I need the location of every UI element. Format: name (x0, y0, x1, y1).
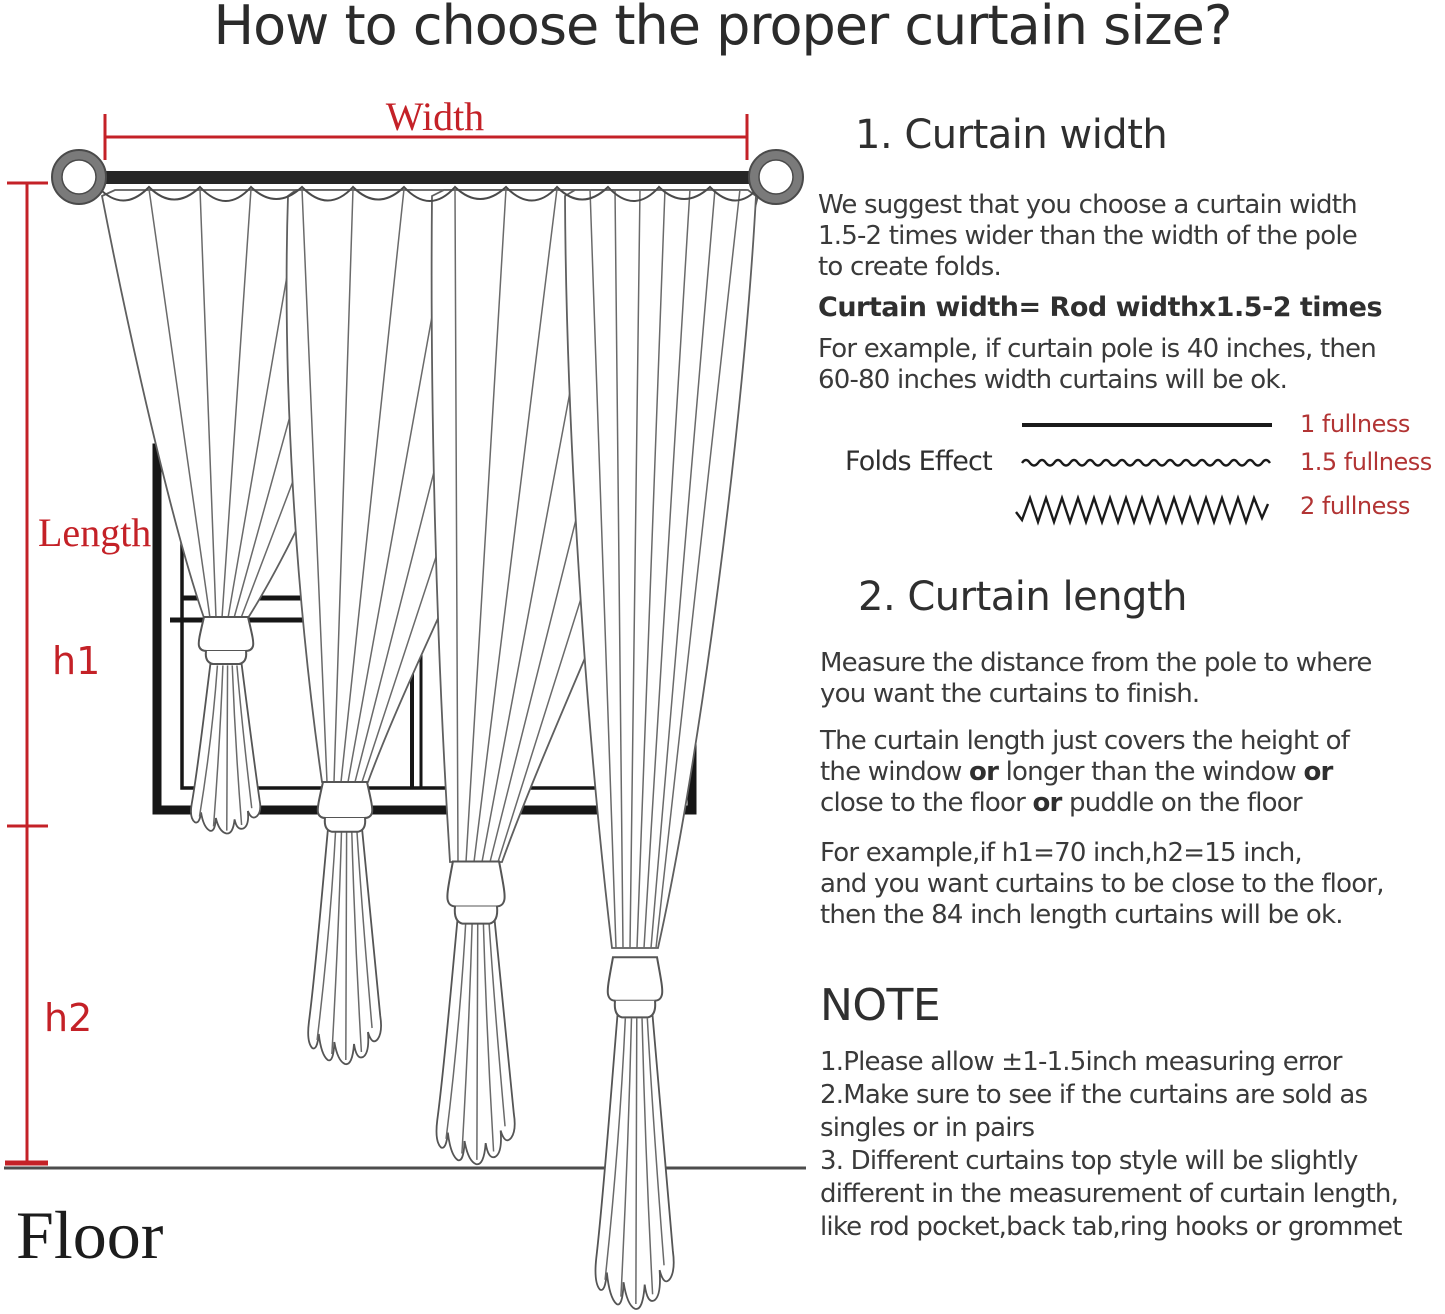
fullness-line-straight (1018, 416, 1280, 432)
curtain-width-formula: Curtain width= Rod widthx1.5-2 times (818, 292, 1383, 323)
curtain-bunch-4 (565, 189, 756, 1309)
page-title: How to choose the proper curtain size? (213, 0, 1232, 57)
fullness-line-zigzag (1014, 492, 1284, 528)
fullness-2-label: 2 fullness (1300, 492, 1410, 520)
length-dimension-label: Length (38, 510, 152, 555)
curtain-length-p1: Measure the distance from the pole to where you want the curtains to finish. (820, 648, 1372, 709)
fullness-1-label: 1 fullness (1300, 410, 1410, 438)
h1-dimension-label: h1 (52, 639, 101, 683)
fullness-line-wave (1018, 452, 1280, 472)
folds-effect-label: Folds Effect (845, 446, 992, 477)
curtain-length-p3: For example,if h1=70 inch,h2=15 inch, and you want curtains to be close to the floor, then the 84 inch length curtains will be ok. (820, 838, 1384, 930)
fullness-1-5-label: 1.5 fullness (1300, 448, 1432, 476)
curtain-width-example: For example, if curtain pole is 40 inches, then 60-80 inches width curtains will be ok. (818, 334, 1376, 395)
note-list: 1.Please allow ±1-1.5inch measuring error 2.Make sure to see if the curtains are sold as singles or in pairs 3. Different curtains top style will be slightly different in the measurement of curtain length, like rod pocket,back tab,ring hooks or grommet (820, 1047, 1402, 1242)
h2-dimension-label: h2 (44, 996, 93, 1040)
curtain-ring-left (52, 150, 106, 204)
curtain-width-heading: 1. Curtain width (855, 112, 1168, 158)
curtain-width-intro: We suggest that you choose a curtain width 1.5-2 times wider than the width of the pole to create folds. (818, 190, 1357, 282)
folds-effect-block (818, 408, 1445, 538)
curtain-length-p2: The curtain length just covers the height of the window or longer than the window or close to the floor or puddle on the floor (820, 726, 1350, 818)
curtain-rod (93, 171, 762, 184)
floor-label: Floor (16, 1197, 164, 1273)
width-dimension-label: Width (385, 94, 485, 139)
curtain-length-heading: 2. Curtain length (858, 574, 1187, 620)
note-heading: NOTE (820, 980, 941, 1031)
instructions-column (818, 0, 1445, 1314)
curtain-ring-right (749, 150, 803, 204)
